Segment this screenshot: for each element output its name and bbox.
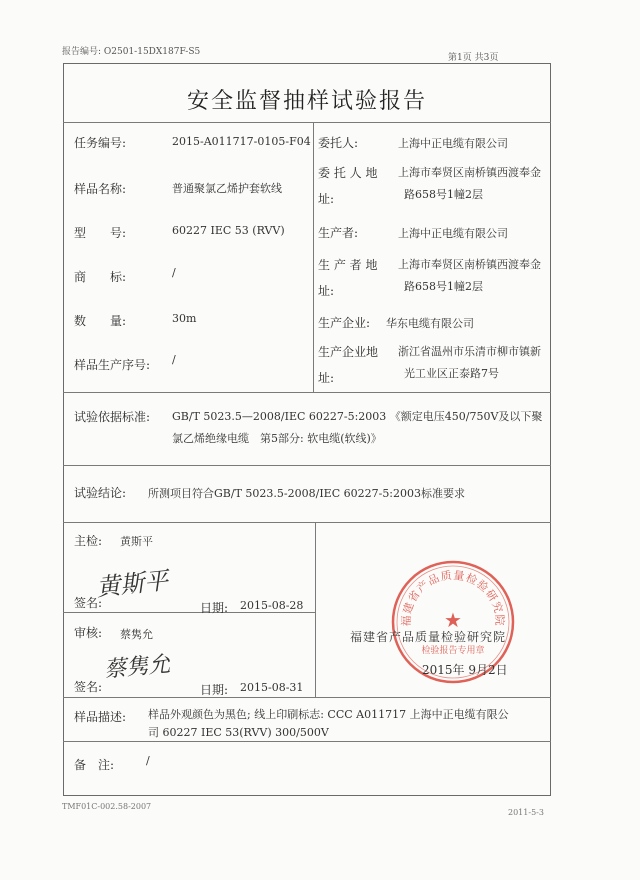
divider [63, 392, 551, 393]
reviewer-date: 2015-08-31 [240, 681, 304, 694]
client-address-label: 委 托 人 地 [318, 166, 378, 180]
divider [63, 697, 551, 698]
description-label: 样品描述: [74, 710, 127, 724]
producer-address-label-2: 址: [318, 284, 335, 298]
inspector-sign-label: 签名: [74, 596, 103, 610]
reviewer-label: 审核: [74, 626, 103, 640]
reviewer-sign-label: 签名: [74, 680, 103, 694]
quantity-value: 30m [172, 312, 197, 325]
manufacturer-address-line1: 浙江省温州市乐清市柳市镇新 [398, 345, 541, 358]
divider [63, 465, 551, 466]
client-value: 上海中正电缆有限公司 [398, 137, 508, 150]
producer-value: 上海中正电缆有限公司 [398, 227, 508, 240]
divider [63, 612, 315, 613]
seal-subtext: 检验报告专用章 [421, 646, 485, 656]
divider [63, 741, 551, 742]
reviewer-date-label: 日期: [200, 683, 229, 697]
trademark-label: 商 标: [74, 270, 127, 284]
model-label: 型 号: [74, 226, 127, 240]
conclusion-label: 试验结论: [74, 486, 127, 500]
remark-label: 备 注: [74, 758, 115, 772]
seal-text: 福建省产品质量检验研究院 [399, 568, 507, 627]
sample-name-label: 样品名称: [74, 182, 127, 196]
institute-date: 2015年 9月2日 [422, 663, 508, 677]
task-no-label: 任务编号: [74, 136, 127, 150]
manufacturer-address-label: 生产企业地 [318, 345, 379, 359]
institute-name: 福建省产品质量检验研究院 [350, 630, 507, 644]
standard-line2: 氯乙烯绝缘电缆 第5部分: 软电缆(软线)》 [172, 432, 382, 445]
client-label: 委托人: [318, 136, 359, 150]
client-address-label-2: 址: [318, 192, 335, 206]
sample-name-value: 普通聚氯乙烯护套软线 [172, 182, 282, 195]
form-date: 2011-5-3 [508, 808, 544, 817]
inspector-name: 黄斯平 [120, 535, 153, 548]
inspector-label: 主检: [74, 534, 103, 548]
serial-label: 样品生产序号: [74, 358, 151, 372]
report-title: 安全监督抽样试验报告 [186, 89, 427, 114]
task-no-value: 2015-A011717-0105-F04 [172, 135, 311, 148]
reviewer-signature: 蔡隽允 [103, 652, 172, 683]
description-line2: 司 60227 IEC 53(RVV) 300/500V [148, 726, 329, 739]
star-icon: ★ [444, 608, 462, 632]
inspector-date: 2015-08-28 [240, 599, 304, 612]
inspector-date-label: 日期: [200, 601, 229, 615]
divider [63, 522, 551, 523]
manufacturer-label: 生产企业: [318, 316, 371, 330]
standard-label: 试验依据标准: [74, 410, 151, 424]
reviewer-name: 蔡隽允 [120, 628, 153, 641]
form-number: TMF01C-002.58-2007 [62, 802, 152, 811]
standard-line1: GB/T 5023.5—2008/IEC 60227-5:2003 《额定电压450/750V及以下聚 [172, 410, 543, 423]
divider [315, 522, 316, 697]
page-info: 第1页 共3页 [448, 53, 499, 63]
model-value: 60227 IEC 53 (RVV) [172, 224, 285, 237]
conclusion-value: 所测项目符合GB/T 5023.5-2008/IEC 60227-5:2003标准要求 [148, 487, 466, 500]
client-address-line1: 上海市奉贤区南桥镇西渡奉金 [398, 166, 541, 179]
description-line1: 样品外观颜色为黑色; 线上印刷标志: CCC A011717 上海中正电缆有限公 [148, 708, 509, 721]
producer-address-label: 生 产 者 地 [318, 258, 378, 272]
inspector-signature: 黄斯平 [94, 566, 170, 602]
divider [313, 122, 314, 392]
manufacturer-value: 华东电缆有限公司 [386, 317, 474, 330]
quantity-label: 数 量: [74, 314, 127, 328]
trademark-value: / [172, 266, 176, 279]
report-number: 报告编号: O2501-15DX187F-S5 [62, 47, 201, 57]
producer-label: 生产者: [318, 226, 359, 240]
divider [63, 122, 551, 123]
serial-value: / [172, 353, 176, 366]
manufacturer-address-line2: 光工业区正泰路7号 [404, 367, 499, 380]
producer-address-line1: 上海市奉贤区南桥镇西渡奉金 [398, 258, 541, 271]
manufacturer-address-label-2: 址: [318, 371, 335, 385]
remark-value: / [146, 754, 150, 767]
client-address-line2: 路658号1幢2层 [404, 188, 483, 201]
producer-address-line2: 路658号1幢2层 [404, 280, 483, 293]
